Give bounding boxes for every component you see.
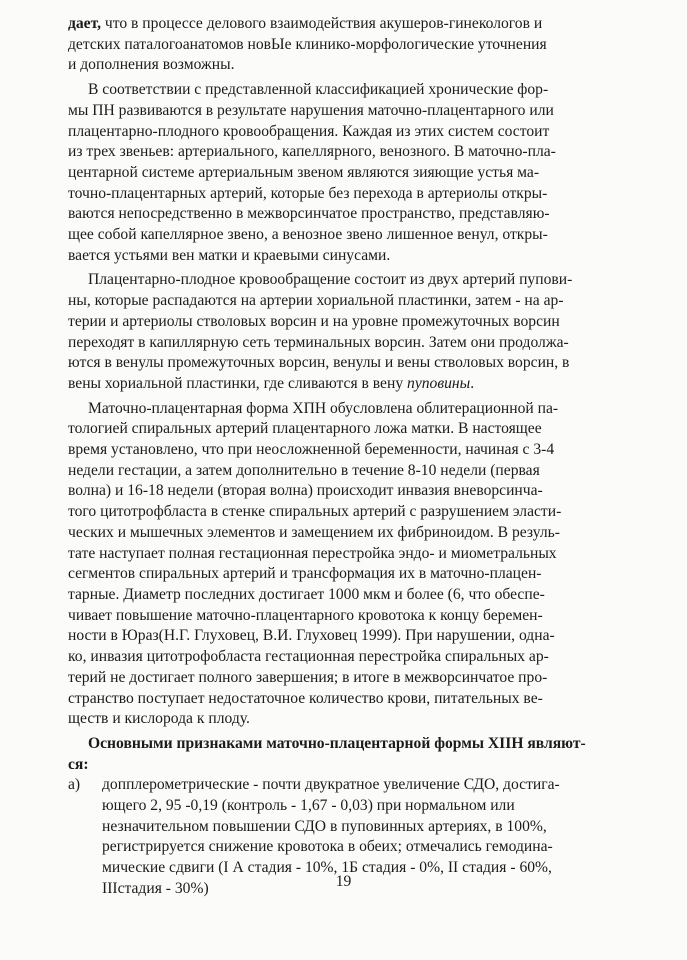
text-line: ности в Юраз(Н.Г. Глуховец, В.И. Глуховец 1999). При нарушении, одна- [68,627,555,645]
text-line: мы ПН развиваются в результате нарушения маточно-плацентарного или [68,101,554,119]
paragraph-classification [68,80,627,266]
text-line: ваются непосредственно в межворсинчатое пространство, представляю- [68,205,550,223]
text-line: мические сдвиги (I А стадия - 10%, 1Б стадия - 0%, II стадия - 60%, [102,859,552,877]
paragraph-intro [68,14,627,76]
text-line: щее собой капеллярное звено, а венозное звено лишенное венул, откры- [68,226,548,244]
paragraph-uteroplacental-form [68,399,627,730]
page-number: 19 [335,873,352,890]
text-line: недели гестации, а затем дополнительно в течение 8-10 недели (первая [68,461,540,479]
text-line: ющего 2, 95 -0,19 (контроль - 1,67 - 0,03) при нормальном или [102,797,515,815]
text-line: точно-плацентарных артерий, которые без перехода в артериолы откры- [68,184,548,202]
text-line: ществ и кислорода к плоду. [68,710,250,728]
text-line: тате наступает полная гестационная перестройка эндо- и миометральных [68,544,557,562]
text-line: незначительном повышении СДО в пуповинных артериях, в 100%, [102,817,547,835]
section-heading [68,734,627,775]
text-line: сегментов спиральных артерий и трансформация их в маточно-плацен- [68,565,542,583]
text-line: переходят в капиллярную сеть терминальных ворсин. Затем они продолжа- [68,333,569,351]
text-line: тологией спиральных артерий плацентарного ложа матки. В настоящее [68,420,542,438]
text-line: из трех звеньев: артериального, капеллярного, венозного. В маточно-пла- [68,143,556,161]
text-line: терий не достигает полного завершения; в итоге в межворсинчатое про- [68,668,548,686]
text-line: и дополнения возможны. [68,56,235,74]
text-line: время установлено, что при неосложненной беременности, начиная с 3-4 [68,441,555,459]
text-line: В соответствии с представленной классификацией хронические фор- [88,81,549,99]
text-line: вены хориальной пластинки, где сливаются в вену пуповины. [68,374,475,392]
list-marker: а) [68,776,81,794]
text-line: ческих и мышечных элементов и замещением их фибриноидом. В резуль- [68,523,560,541]
text-line: терии и артериолы стволовых ворсин и на уровне промежуточных ворсин [68,312,560,330]
text-line: странство поступает недостаточное количество крови, питательных ве- [68,689,543,707]
bold-word: дает, [68,15,101,32]
text-line: Плацентарно-плодное кровообращение состоит из двух артерий пупови- [88,271,573,289]
text-line: ются в венулы промежуточных ворсин, венулы и вены стволовых ворсин, в [68,354,570,372]
text-line: ны, которые распадаются на артерии хориальной пластинки, затем - на ар- [68,292,564,310]
text-line: плацентарно-плодного кровообращения. Каждая из этих систем состоит [68,122,550,140]
text-line: центарной системе артериальным звеном являются зияющие устья ма- [68,163,540,181]
heading-line: Основными признаками маточно-плацентарной формы ХIIН являют- [88,734,586,752]
text-line: детских паталогоанатомов новЫе клинико-морфологические уточнения [68,35,547,53]
text-line: того цитотрофбласта в стенке спиральных артерий с разрушением эласти- [68,503,562,521]
text-line: Маточно-плацентарная форма ХПН обусловлена облитерационной па- [88,399,559,417]
text-line: тарные. Диаметр последних достигает 1000 мкм и более (6, что обеспе- [68,585,545,603]
text-line: допплерометрические - почти двукратное увеличение СДО, достига- [102,776,560,794]
text-line: ко, инвазия цитотрофобласта гестационная перестройка спиральных ар- [68,648,549,666]
heading-line: ся: [68,755,89,773]
italic-word: пуповины [407,374,471,392]
text-line: вается устьями вен матки и краевыми синусами. [68,246,391,264]
text-line: чивает повышение маточно-плацентарного кровотока к концу беремен- [68,606,543,624]
text-line: регистрируется снижение кровотока в обеих; отмечались гемодина- [102,838,553,856]
text-fragment: что в процессе делового взаимодействия акушеров-гинекологов и [101,15,543,32]
text-line: волна) и 16-18 недели (вторая волна) происходит инвазия вневорсинча- [68,482,543,500]
text-line: IIIстадия - 30%) [102,879,209,897]
paragraph-fetal-circulation [68,270,627,394]
